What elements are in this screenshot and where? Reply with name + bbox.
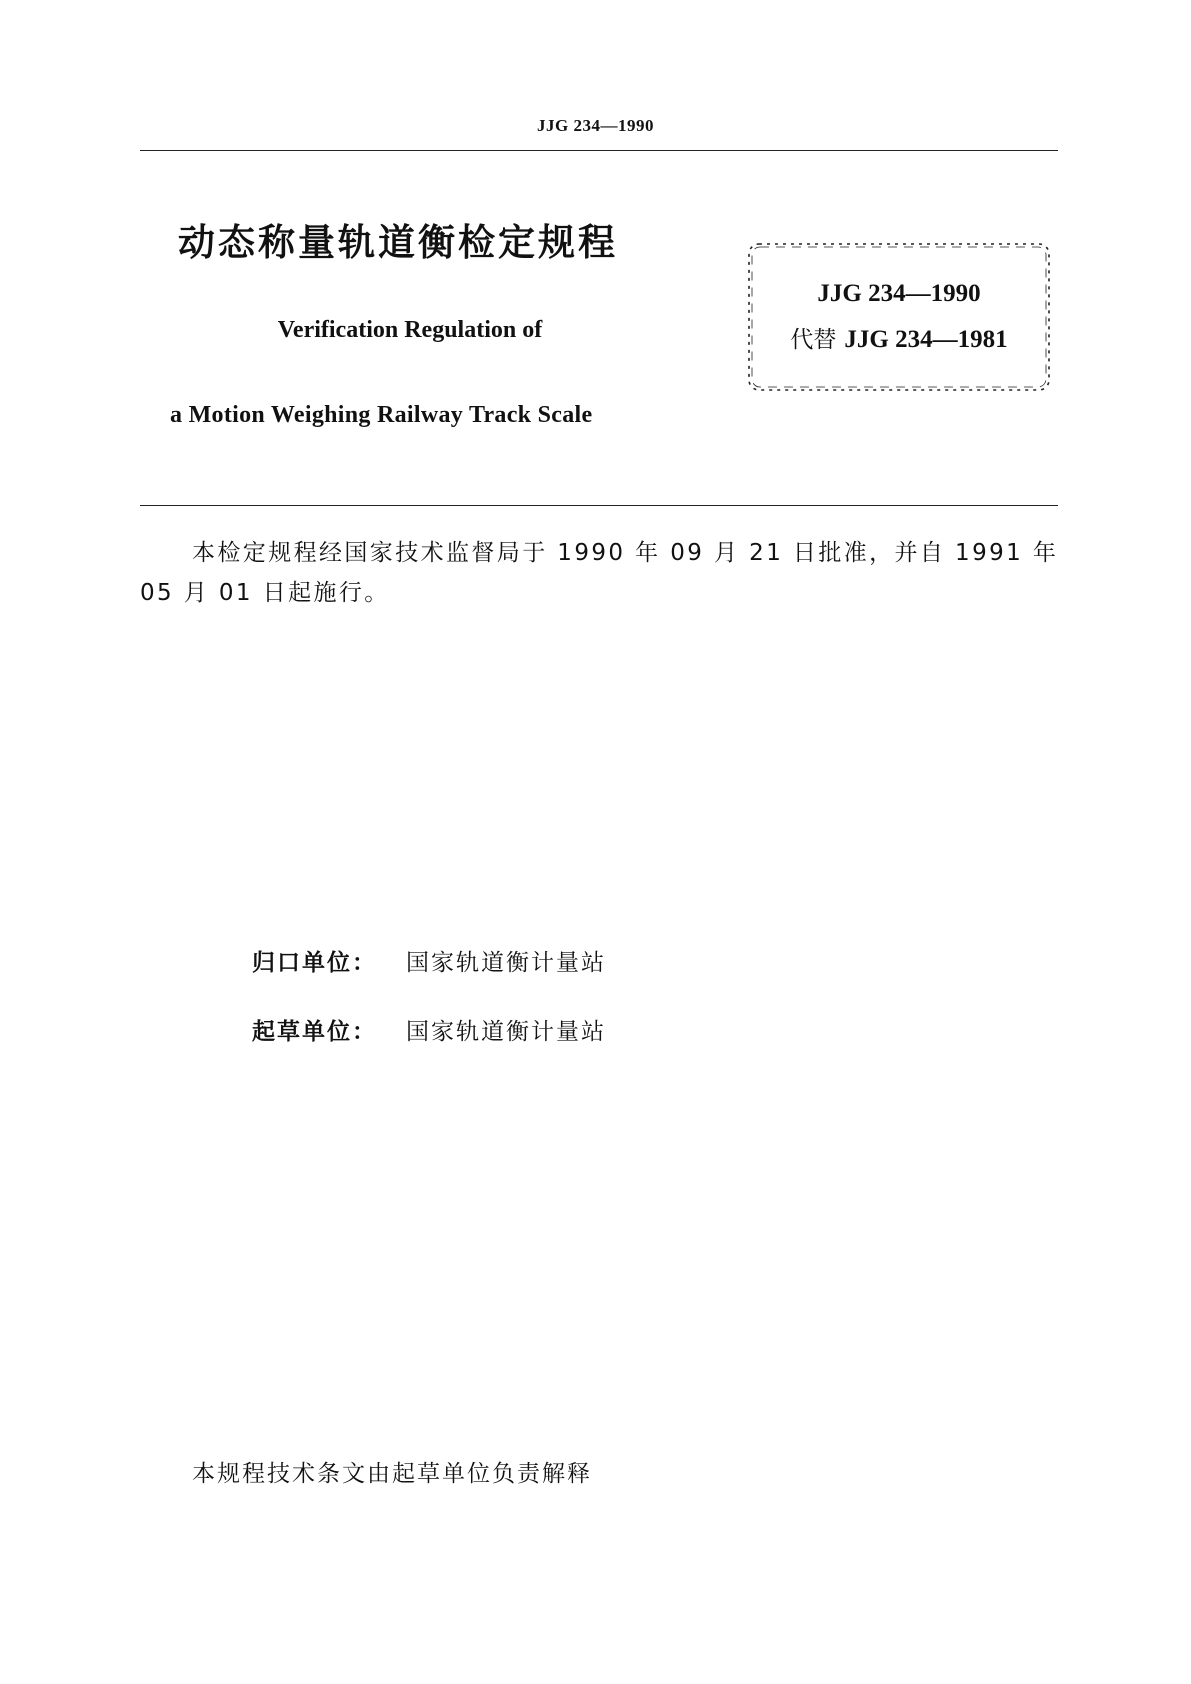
header-rule [140,150,1058,151]
drafting-unit-row [252,1013,606,1046]
responsible-unit-label: 归口单位： [252,950,377,976]
title-bottom-rule [140,505,1058,506]
decorative-border [745,240,1053,394]
responsible-unit-row [252,944,606,977]
standard-code: JJG 234—1990 [817,280,981,307]
replaces-label: 代替 [790,327,837,353]
drafting-unit-value: 国家轨道衡计量站 [406,1019,606,1045]
document-title-zh: 动态称量轨道衡检定规程 [178,221,618,264]
running-header: JJG 234—1990 [537,116,654,135]
approval-statement: 本检定规程经国家技术监督局于 1990 年 09 月 21 日批准，并自 1991 年 05 月 01 日起施行。 [140,540,1059,606]
responsible-unit-value: 国家轨道衡计量站 [406,950,606,976]
replaces-code: JJG 234—1981 [844,326,1008,353]
document-title-en-line-1: Verification Regulation of [277,317,543,343]
drafting-unit-label: 起草单位： [252,1019,377,1045]
document-title-en-line-2: a Motion Weighing Railway Track Scale [170,402,593,428]
standard-code-box [745,240,1053,394]
interpretation-note: 本规程技术条文由起草单位负责解释 [192,1461,592,1487]
replaces-line [745,321,1053,354]
